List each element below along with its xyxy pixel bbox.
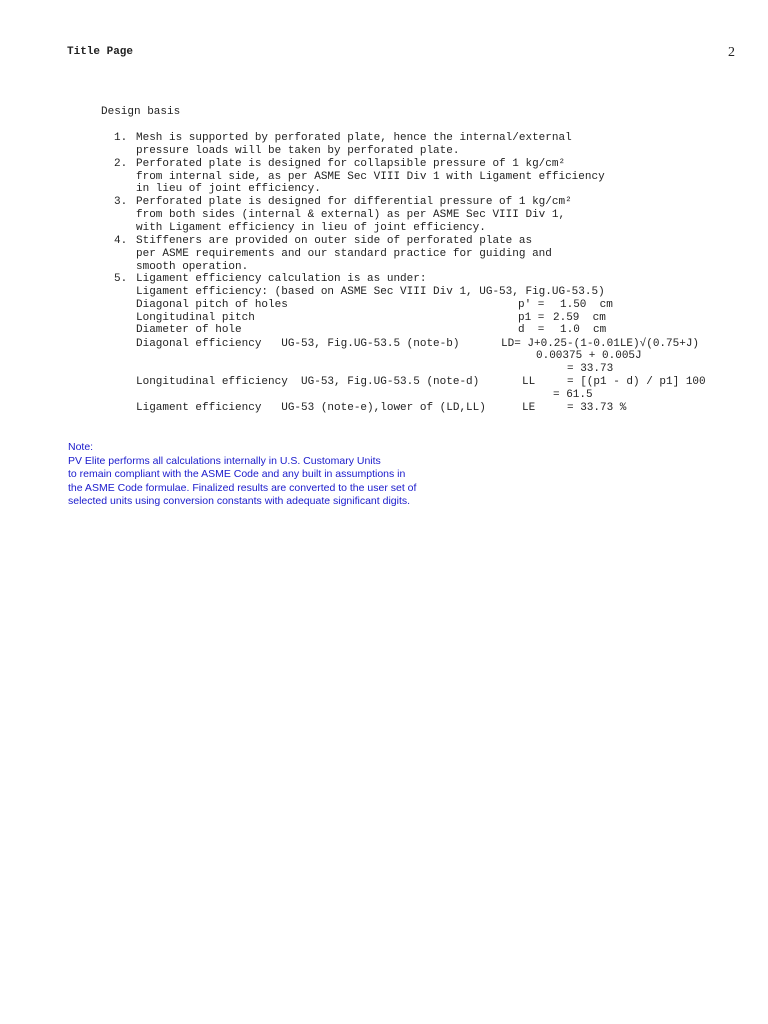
list-item-text: in lieu of joint efficiency. — [136, 183, 321, 195]
note-line: PV Elite performs all calculations internally in U.S. Customary Units — [68, 454, 381, 467]
units-note — [68, 441, 416, 509]
calc-value-diagonal-pitch: 1.50 cm — [560, 299, 613, 311]
list-item-number: 5. — [114, 273, 128, 285]
calc-value-hole-diameter: 1.0 cm — [560, 324, 607, 336]
note-heading: Note: — [68, 441, 94, 453]
note-line: the ASME Code formulae. Finalized results are converted to the user set of — [68, 481, 417, 494]
calc-intro: Ligament efficiency: (based on ASME Sec VIII Div 1, UG-53, Fig.UG-53.5) — [136, 286, 605, 298]
calc-symbol-longitudinal-pitch: p1 = — [518, 312, 545, 324]
calc-value-longitudinal-pitch: 2.59 cm — [553, 312, 606, 324]
list-item-text: with Ligament efficiency in lieu of joint efficiency. — [136, 222, 486, 234]
page-number: 2 — [728, 45, 735, 60]
list-item-text: from both sides (internal & external) as per ASME Sec VIII Div 1, — [136, 209, 566, 221]
calc-symbol-diagonal-pitch: p' = — [518, 299, 545, 311]
section-heading: Design basis — [101, 106, 181, 118]
calc-label-diagonal-pitch: Diagonal pitch of holes — [136, 299, 288, 311]
calc-symbol-hole-diameter: d = — [518, 324, 545, 336]
list-item-text: Mesh is supported by perforated plate, hence the internal/external — [136, 132, 572, 144]
calc-result-longitudinal-efficiency: = 61.5 — [553, 389, 593, 401]
calc-formula-diagonal-efficiency: LD= J+0.25-(1-0.01LE)√(0.75+J) — [501, 338, 700, 350]
calc-label-longitudinal-efficiency: Longitudinal efficiency UG-53, Fig.UG-53.5 (note-d) — [136, 376, 480, 388]
list-item-text: Ligament efficiency calculation is as under: — [136, 273, 427, 285]
calc-formula-longitudinal-efficiency: = [(p1 - d) / p1] 100 — [567, 376, 706, 388]
calc-result-ligament-efficiency: = 33.73 % — [567, 402, 627, 414]
list-item-number: 1. — [114, 132, 128, 144]
list-item-number: 4. — [114, 235, 128, 247]
list-item-number: 3. — [114, 196, 128, 208]
page-header-title: Title Page — [67, 46, 134, 58]
list-item-text: smooth operation. — [136, 261, 249, 273]
note-line: to remain compliant with the ASME Code and any built in assumptions in — [68, 468, 406, 481]
calc-denominator-diagonal-efficiency: 0.00375 + 0.005J — [536, 350, 642, 362]
list-item-text: Stiffeners are provided on outer side of perforated plate as — [136, 235, 533, 247]
calc-symbol-ligament-efficiency: LE — [522, 402, 536, 414]
calc-label-longitudinal-pitch: Longitudinal pitch — [136, 312, 255, 324]
calc-result-diagonal-efficiency: = 33.73 — [567, 363, 614, 375]
list-item-text: per ASME requirements and our standard practice for guiding and — [136, 248, 552, 260]
list-item-number: 2. — [114, 158, 128, 170]
list-item-text: pressure loads will be taken by perforated plate. — [136, 145, 460, 157]
calc-label-diagonal-efficiency: Diagonal efficiency UG-53, Fig.UG-53.5 (note-b) — [136, 338, 460, 350]
calc-label-hole-diameter: Diameter of hole — [136, 324, 242, 336]
calc-symbol-longitudinal-efficiency: LL — [522, 376, 536, 388]
calc-label-ligament-efficiency: Ligament efficiency UG-53 (note-e),lower of (LD,LL) — [136, 402, 486, 414]
list-item-text: Perforated plate is designed for differential pressure of 1 kg/cm² — [136, 196, 572, 208]
list-item-text: Perforated plate is designed for collapsible pressure of 1 kg/cm² — [136, 158, 566, 170]
list-item-text: from internal side, as per ASME Sec VIII Div 1 with Ligament efficiency — [136, 171, 605, 183]
note-line: selected units using conversion constants with adequate significant digits. — [68, 495, 411, 508]
